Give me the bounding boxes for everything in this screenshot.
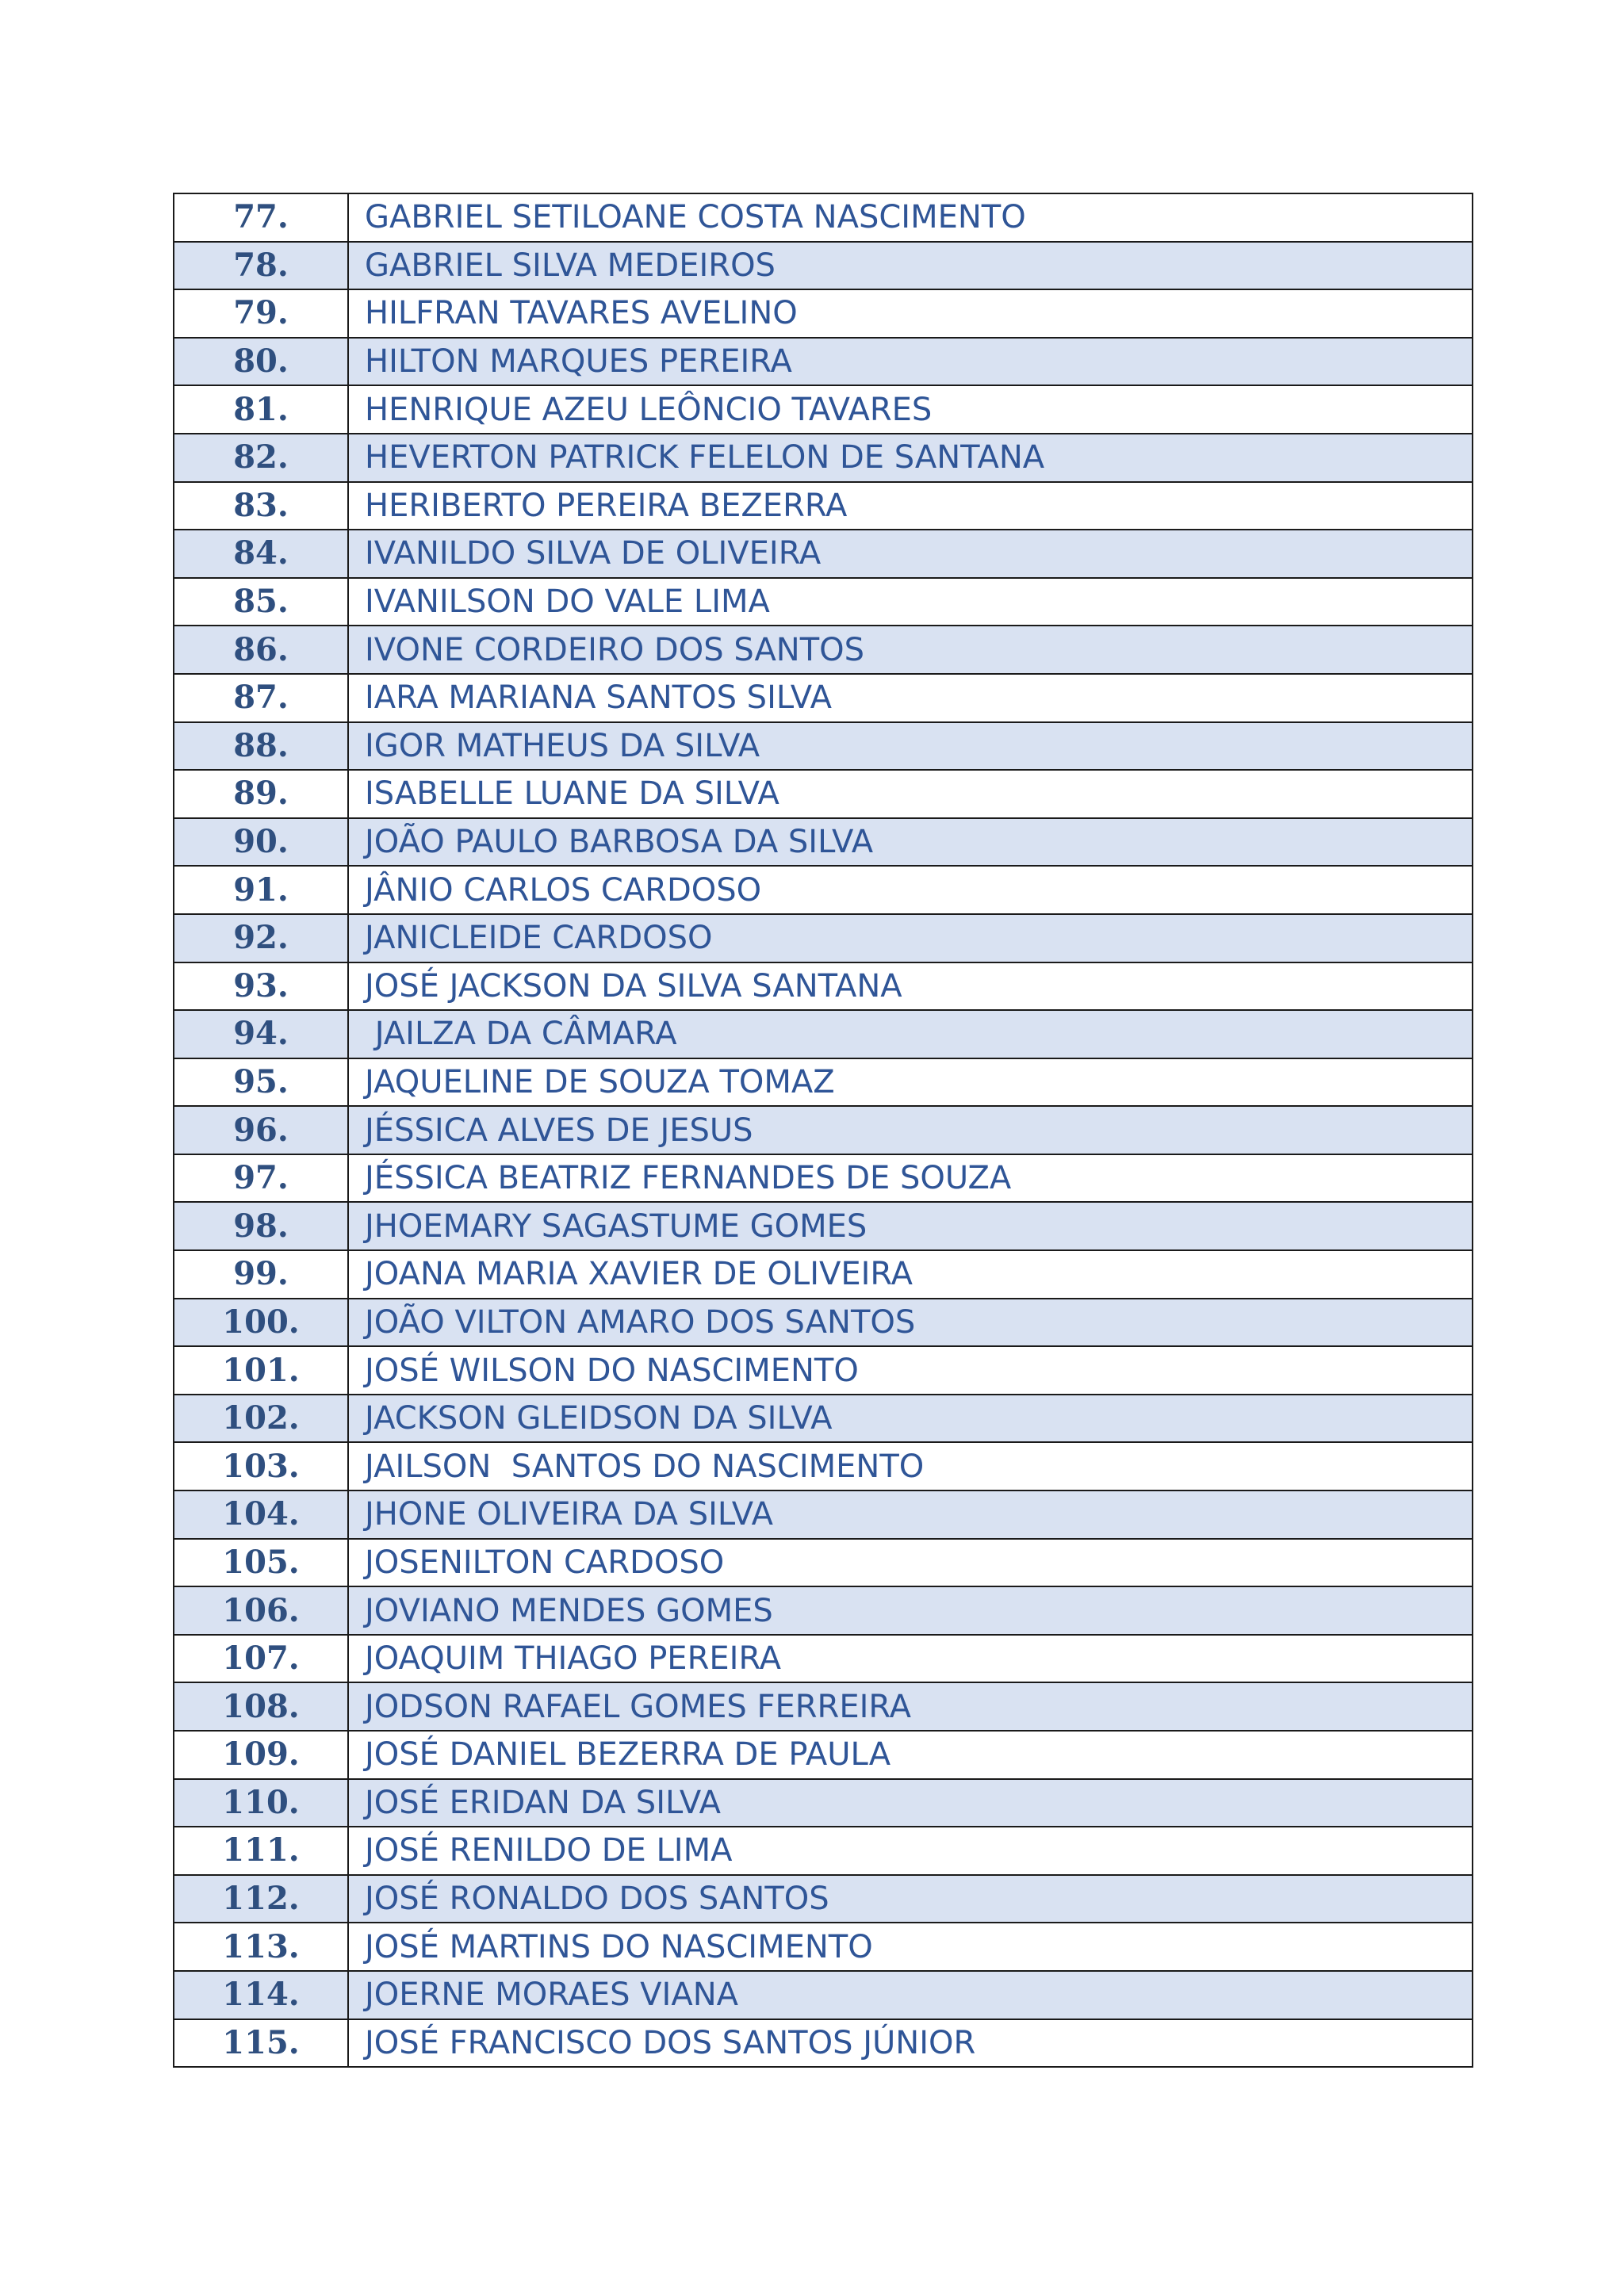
person-name: IVANILDO SILVA DE OLIVEIRA (365, 535, 822, 572)
row-number-cell (174, 434, 348, 482)
person-name: JÉSSICA ALVES DE JESUS (365, 1112, 753, 1149)
row-number: 103. (222, 1447, 300, 1485)
row-number-cell (174, 1395, 348, 1443)
person-name: JOSÉ WILSON DO NASCIMENTO (365, 1352, 859, 1389)
table-row (174, 1490, 1473, 1539)
row-number: 91. (233, 871, 289, 909)
person-name: HEVERTON PATRICK FELELON DE SANTANA (365, 439, 1045, 476)
row-number: 109. (222, 1735, 300, 1774)
row-number-cell (174, 722, 348, 771)
row-number: 110. (222, 1783, 300, 1821)
person-name: JHONE OLIVEIRA DA SILVA (365, 1496, 773, 1533)
person-name-cell (348, 338, 1473, 386)
table-row (174, 1971, 1473, 2019)
table-row (174, 434, 1473, 482)
person-name-cell (348, 1539, 1473, 1587)
person-name-cell (348, 1586, 1473, 1635)
person-name: JOSÉ RONALDO DOS SANTOS (365, 1881, 829, 1918)
person-name-cell (348, 1635, 1473, 1683)
table-row (174, 770, 1473, 818)
person-name-cell (348, 1731, 1473, 1779)
table-row (174, 818, 1473, 867)
person-name-cell (348, 1154, 1473, 1203)
person-name-cell (348, 1010, 1473, 1058)
row-number: 89. (233, 775, 289, 813)
table-row (174, 1010, 1473, 1058)
person-name: JODSON RAFAEL GOMES FERREIRA (365, 1688, 911, 1725)
person-name-cell (348, 818, 1473, 867)
row-number: 77. (233, 198, 289, 236)
table-row (174, 1106, 1473, 1154)
person-name-cell (348, 1682, 1473, 1731)
row-number-cell (174, 482, 348, 530)
person-name-cell (348, 1442, 1473, 1490)
person-name-cell (348, 962, 1473, 1011)
person-name: JOSÉ DANIEL BEZERRA DE PAULA (365, 1736, 891, 1774)
row-number-cell (174, 1490, 348, 1539)
row-number: 99. (233, 1255, 289, 1293)
table-row (174, 1202, 1473, 1250)
table-row (174, 1923, 1473, 1971)
person-name: JOSÉ FRANCISCO DOS SANTOS JÚNIOR (365, 2024, 976, 2061)
row-number: 114. (222, 1976, 300, 2014)
row-number: 87. (233, 679, 289, 717)
row-number-cell (174, 1202, 348, 1250)
row-number: 94. (233, 1015, 289, 1053)
row-number-cell (174, 1779, 348, 1827)
row-number-cell (174, 242, 348, 290)
row-number: 97. (233, 1159, 289, 1197)
table-row (174, 1586, 1473, 1635)
person-name-cell (348, 2019, 1473, 2068)
person-name: JACKSON GLEIDSON DA SILVA (365, 1400, 833, 1437)
person-name: IVANILSON DO VALE LIMA (365, 584, 770, 621)
person-name: JANICLEIDE CARDOSO (365, 920, 713, 957)
row-number-cell (174, 1299, 348, 1347)
person-name-cell (348, 1250, 1473, 1299)
table-row (174, 1395, 1473, 1443)
person-name-cell (348, 193, 1473, 242)
person-name: JHOEMARY SAGASTUME GOMES (365, 1207, 868, 1245)
row-number-cell (174, 193, 348, 242)
table-row (174, 1779, 1473, 1827)
table-row (174, 1827, 1473, 1875)
row-number: 79. (233, 294, 289, 332)
table-row (174, 385, 1473, 434)
row-number: 92. (233, 919, 289, 957)
row-number: 81. (233, 390, 289, 428)
person-name-cell (348, 674, 1473, 722)
table-row (174, 2019, 1473, 2068)
row-number-cell (174, 626, 348, 674)
row-number-cell (174, 1682, 348, 1731)
row-number: 105. (222, 1543, 300, 1581)
row-number-cell (174, 962, 348, 1011)
name-list-table (173, 193, 1473, 2068)
person-name: JOSÉ RENILDO DE LIMA (365, 1832, 733, 1869)
person-name-cell (348, 530, 1473, 578)
person-name: JOANA MARIA XAVIER DE OLIVEIRA (365, 1256, 913, 1293)
row-number: 78. (233, 246, 289, 284)
row-number-cell (174, 1106, 348, 1154)
person-name: JOSENILTON CARDOSO (365, 1544, 725, 1581)
table-row (174, 866, 1473, 914)
table-row (174, 1682, 1473, 1731)
person-name-cell (348, 385, 1473, 434)
row-number-cell (174, 289, 348, 338)
person-name: IGOR MATHEUS DA SILVA (365, 727, 760, 764)
person-name-cell (348, 1971, 1473, 2019)
row-number-cell (174, 818, 348, 867)
person-name-cell (348, 1923, 1473, 1971)
row-number-cell (174, 1731, 348, 1779)
table-row (174, 1058, 1473, 1107)
row-number: 102. (222, 1399, 300, 1437)
table-row (174, 1346, 1473, 1395)
table-row (174, 626, 1473, 674)
person-name: HILFRAN TAVARES AVELINO (365, 295, 798, 332)
person-name: IVONE CORDEIRO DOS SANTOS (365, 631, 865, 668)
person-name: JAQUELINE DE SOUZA TOMAZ (365, 1063, 835, 1100)
person-name-cell (348, 1346, 1473, 1395)
table-row (174, 914, 1473, 962)
person-name: JOSÉ ERIDAN DA SILVA (365, 1784, 722, 1821)
person-name-cell (348, 1827, 1473, 1875)
person-name: JÉSSICA BEATRIZ FERNANDES DE SOUZA (365, 1160, 1012, 1197)
row-number-cell (174, 1442, 348, 1490)
table-row (174, 1539, 1473, 1587)
row-number: 107. (222, 1640, 300, 1678)
row-number-cell (174, 866, 348, 914)
row-number: 90. (233, 823, 289, 861)
person-name: ISABELLE LUANE DA SILVA (365, 775, 779, 813)
person-name-cell (348, 770, 1473, 818)
row-number-cell (174, 770, 348, 818)
person-name: GABRIEL SETILOANE COSTA NASCIMENTO (365, 199, 1026, 236)
person-name: JÂNIO CARLOS CARDOSO (365, 871, 762, 909)
person-name: JOSÉ MARTINS DO NASCIMENTO (365, 1928, 873, 1965)
person-name-cell (348, 578, 1473, 626)
person-name: JOSÉ JACKSON DA SILVA SANTANA (365, 967, 902, 1004)
row-number: 84. (233, 534, 289, 572)
person-name: JOÃO PAULO BARBOSA DA SILVA (365, 824, 874, 861)
row-number: 80. (233, 342, 289, 381)
table-row (174, 1154, 1473, 1203)
row-number-cell (174, 385, 348, 434)
table-row (174, 1635, 1473, 1683)
row-number: 101. (222, 1351, 300, 1389)
row-number-cell (174, 1586, 348, 1635)
person-name: JAILZA DA CÂMARA (365, 1016, 677, 1053)
table-row (174, 482, 1473, 530)
table-row (174, 338, 1473, 386)
person-name: JOAQUIM THIAGO PEREIRA (365, 1640, 781, 1678)
row-number-cell (174, 1635, 348, 1683)
person-name-cell (348, 1490, 1473, 1539)
table-row (174, 578, 1473, 626)
person-name-cell (348, 434, 1473, 482)
table-row (174, 962, 1473, 1011)
row-number-cell (174, 1539, 348, 1587)
row-number-cell (174, 2019, 348, 2068)
row-number-cell (174, 1923, 348, 1971)
person-name-cell (348, 1058, 1473, 1107)
person-name: JOVIANO MENDES GOMES (365, 1592, 773, 1629)
row-number: 113. (222, 1927, 300, 1965)
row-number: 86. (233, 630, 289, 668)
person-name-cell (348, 1299, 1473, 1347)
person-name-cell (348, 1779, 1473, 1827)
person-name-cell (348, 1106, 1473, 1154)
table-row (174, 1875, 1473, 1923)
person-name-cell (348, 1875, 1473, 1923)
row-number-cell (174, 1971, 348, 2019)
person-name-cell (348, 289, 1473, 338)
person-name: HENRIQUE AZEU LEÔNCIO TAVARES (365, 391, 933, 428)
row-number-cell (174, 338, 348, 386)
row-number: 108. (222, 1687, 300, 1725)
row-number: 96. (233, 1111, 289, 1149)
person-name-cell (348, 1395, 1473, 1443)
person-name-cell (348, 482, 1473, 530)
row-number: 111. (222, 1831, 300, 1869)
person-name-cell (348, 722, 1473, 771)
row-number: 83. (233, 486, 289, 524)
row-number: 98. (233, 1207, 289, 1245)
row-number-cell (174, 1058, 348, 1107)
row-number-cell (174, 674, 348, 722)
row-number-cell (174, 1875, 348, 1923)
table-row (174, 1299, 1473, 1347)
row-number-cell (174, 530, 348, 578)
person-name: JOÃO VILTON AMARO DOS SANTOS (365, 1303, 916, 1341)
row-number-cell (174, 1250, 348, 1299)
person-name-cell (348, 242, 1473, 290)
row-number: 85. (233, 583, 289, 621)
table-row (174, 674, 1473, 722)
table-row (174, 1250, 1473, 1299)
row-number: 88. (233, 726, 289, 764)
table-row (174, 193, 1473, 242)
person-name-cell (348, 626, 1473, 674)
person-name-cell (348, 914, 1473, 962)
table-row (174, 530, 1473, 578)
row-number-cell (174, 1154, 348, 1203)
table-row (174, 1731, 1473, 1779)
person-name: HILTON MARQUES PEREIRA (365, 343, 792, 381)
row-number: 93. (233, 966, 289, 1004)
row-number: 82. (233, 438, 289, 476)
row-number-cell (174, 578, 348, 626)
row-number-cell (174, 1346, 348, 1395)
person-name: GABRIEL SILVA MEDEIROS (365, 247, 776, 284)
row-number: 112. (222, 1880, 300, 1918)
person-name: IARA MARIANA SANTOS SILVA (365, 679, 832, 717)
row-number: 106. (222, 1591, 300, 1629)
name-list-body (174, 193, 1473, 2067)
person-name-cell (348, 866, 1473, 914)
row-number: 115. (222, 2023, 300, 2061)
table-row (174, 1442, 1473, 1490)
row-number: 104. (222, 1495, 300, 1533)
person-name: JOERNE MORAES VIANA (365, 1976, 738, 2014)
table-row (174, 242, 1473, 290)
table-row (174, 722, 1473, 771)
person-name-cell (348, 1202, 1473, 1250)
row-number-cell (174, 1010, 348, 1058)
row-number: 95. (233, 1062, 289, 1100)
table-row (174, 289, 1473, 338)
row-number: 100. (222, 1303, 300, 1341)
person-name: JAILSON SANTOS DO NASCIMENTO (365, 1448, 925, 1485)
person-name: HERIBERTO PEREIRA BEZERRA (365, 487, 848, 524)
row-number-cell (174, 1827, 348, 1875)
row-number-cell (174, 914, 348, 962)
